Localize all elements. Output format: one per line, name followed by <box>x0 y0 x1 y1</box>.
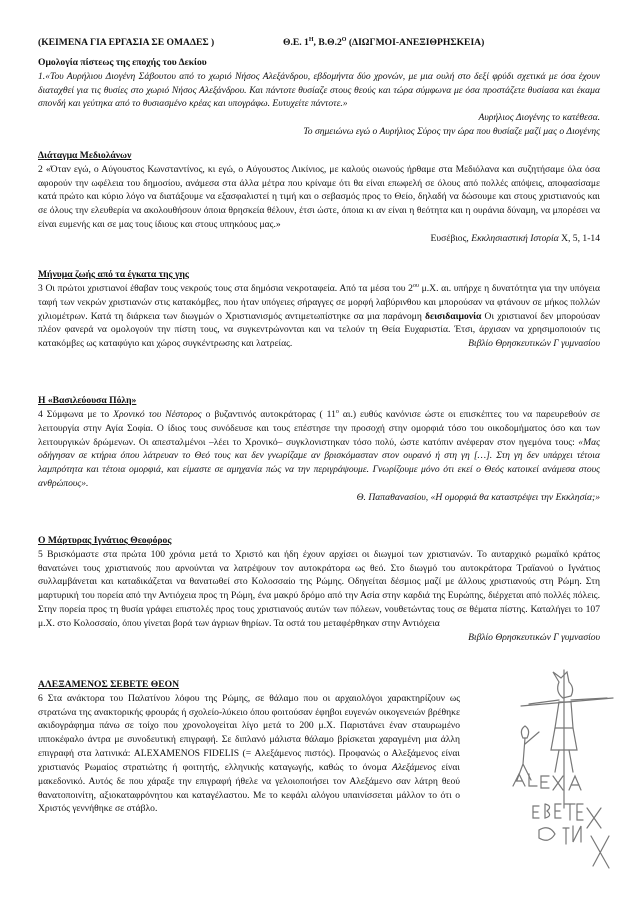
letter-e3 <box>555 804 561 818</box>
letter-x <box>553 776 563 790</box>
section-6 <box>38 678 460 816</box>
header-right-sup: Η <box>308 37 314 43</box>
section-4-body-c: αι.) ευθύς κανόνισε ώστε οι επισκέπτες του να παρευρεθούν σε λειτουργία στην Αγία Σοφία. Ο ίδιος τους συνόδευσε και τους επέστησε την προσοχή στην ομορφιά τόσο του οικοδομήματος όσο και των λειτουργικών δρώμενων. Οι απεσταλμένοι –λέει το Χρονικό– συγκλονιστηκαν τόσο πολύ, ώστε κατόπιν ανέφεραν στον ηγεμόνα τους: <box>38 409 600 448</box>
section-6-title: ΑΛΕΞΑΜΕΝΟΣ ΣΕΒΕΤΕ ΘΕΟΝ <box>38 679 180 690</box>
section-1-title: Ομολογία πίστεως της εποχής του Δεκίου <box>38 57 207 68</box>
section-4-source-author: Θ. Παπαθανασίου, <box>356 491 431 503</box>
header-left: (ΚΕΙΜΕΝΑ ΓΙΑ ΕΡΓΑΣΙΑ ΣΕ ΟΜΑΔΕΣ ) <box>38 37 215 48</box>
letter-l <box>529 774 537 786</box>
section-2-body: 2 «Όταν εγώ, ο Αύγουστος Κωνσταντίνος, κι εγώ, ο Αύγουστος Λικίνιος, με καλούς οιωνούς ήρθαμε στα Μεδιόλανα και συζητήσαμε όλα όσα αφορούν την ωφέλεια του δημοσίου, ανάμεσα στα άλλα μέτρα που κρίναμε ότι θα είναι επωφελή σε όλους από πολλές απόψεις, αποφασίσαμε κατά πρώτο και κύριο λόγο να διατάξουμε να εξασφαλιστεί η τιμή και ο σεβασμός προς το Θείο, δηλαδή να δώσουμε και στους χριστιανούς και σε όλους την ελευθερία να ακολουθήσουν όποια θρησκεία θέλουν, έτσι ώστε, όποια κι αν είναι η θεότητα και η ουράνια δύναμη, να μπορέσει να είναι ευμενής και σε μας τους ίδιους και στους υπηκόους μας.» <box>38 163 600 231</box>
section-5 <box>38 534 600 645</box>
scratch-x2 <box>591 836 609 868</box>
section-6-body <box>38 692 460 816</box>
letter-e2 <box>533 806 539 818</box>
section-4 <box>38 394 600 505</box>
alexamenos-graffito-image <box>509 668 619 873</box>
arms <box>529 698 607 704</box>
scratch-x <box>587 808 601 828</box>
worshipper-body <box>517 732 539 780</box>
section-6-body-a: 6 Στα ανάκτορα του Παλατίνου λόφου της Ρώμης, σε θάλαμο που οι αρχαιολόγοι χαρακτηρίζουν ως στρατώνα της ανακτορικής φρουράς ή σχολείο-λύκειο όπου φοιτούσαν έφηβοι ευγενών οικογενειών βρέθηκε ακιδογράφημα πάνω σε τοίχο που χρονολογείται λίγο μετά το 200 μ.Χ. Παριστάνει έναν σταυρωμένο ιπποκέφαλο άντρα με συνοδευτική επιγραφή. Σε διπλανό μάλιστα θάλαμο βρίσκεται χαραγμένη μια άλλη επιγραφή στα λατινικά: ALEXAMENOS FIDELIS (= Αλεξάμενος πιστός). Προφανώς ο Αλεξάμενος είναι χριστιανός Ρωμαίος στρατιώτης ή φοιτητής, ελληνικής καταγωγής, καθώς το όνομα <box>38 692 460 773</box>
section-3-title: Μήνυμα ζωής από τα έγκατα της γης <box>38 269 189 280</box>
header-right-rest: , Β.Θ.2 <box>313 37 342 49</box>
section-4-title: Η «Βασιλεύουσα Πόλη» <box>38 395 137 406</box>
section-2-source-work: Εκκλησιαστική Ιστορία <box>471 232 559 244</box>
section-2-source-author: Ευσέβιος, <box>430 232 472 244</box>
horse-head <box>553 672 573 698</box>
letter-b <box>545 804 550 818</box>
section-3-body-bold: δεισιδαιμονία <box>425 310 482 322</box>
header-right-sup2: Ο <box>341 37 347 43</box>
section-3-body-sup: ου <box>412 282 419 289</box>
section-4-source-title: «Η ομορφιά θα καταστρέψει την Εκκλησία;» <box>430 491 600 503</box>
section-1-signature-1: Αυρήλιος Διογένης το κατέθεσα. <box>478 112 600 124</box>
header-right-end: (ΔΙΩΓΜΟΙ-ΑΝΕΞΙΘΡΗΣΚΕΙΑ) <box>346 37 485 49</box>
header-right-text: Θ.Ε. 1 <box>283 37 309 49</box>
section-4-source <box>38 491 600 505</box>
letter-e <box>541 776 549 788</box>
section-1 <box>38 56 600 139</box>
section-3-body-b: μ.Χ. αι. υπήρχε η δυνατότητα για την υπόγεια ταφή των νεκρών χριστιανών στις κατακόμβες, που ήταν υπόγειες σήραγγες σε μορφή λαβύρινθου και μπορούσαν να φτάνουν σε μήκος πολλών χιλιομέτρων. Κατά τη διάρκεια των διωγμών ο Χριστιανισμός αντιμετωπίστηκε σα μια παράνομη <box>38 283 600 322</box>
section-4-body-b: ο βυζαντινός αυτοκράτορας ( 11 <box>201 409 336 420</box>
section-4-body-quote: «Μας οδήγησαν σε κτήρια όπου λάτρευαν το Θεό τους και δεν γνωρίζαμε αν βρισκόμασταν στον ουρανό ή στη γη […]. Στη γη δεν υπάρχει τέτοια λαμπρότητα και τέτοια ομορφιά, και είμαστε σε αμηχανία πώς να την περιγράψουμε. Γνωρίζουμε μόνο ότι εκεί ο Θεός κατοικεί ανάμεσα στους ανθρώπους». <box>38 436 600 490</box>
section-5-source: Βιβλίο Θρησκευτικών Γ γυμνασίου <box>468 631 600 643</box>
section-1-body: 1.«Του Αυρήλιου Διογένη Σάβουτου από το χωριό Νήσος Αλεξάνδρου, εβδομήντα δύο χρονών, με μια ουλή στο δεξί φρύδι σχετικά με όσα έχουν διαταχθεί για τις θυσίες στο χωριό Νήσος Αλεξάνδρου. Και πάντοτε θυσίαζε στους θεούς και τώρα σύμφωνα με όσα προστάζετε θυσίασα και έκαμα σπονδή και γεύτηκα από το θυσιασμένο κρέας και υπογράφω. Ευτυχείτε πάντοτε.» <box>38 70 600 110</box>
section-3 <box>38 268 600 351</box>
section-1-signature-2: Το σημειώνω εγώ ο Αυρήλιος Σύρος την ώρα που θυσίαζε μαζί μας ο Διογένης <box>303 126 600 138</box>
letter-t <box>565 804 575 820</box>
worshipper-head <box>521 726 528 738</box>
section-2-title: Διάταγμα Μεδιολάνων <box>38 150 132 161</box>
graffito-lines <box>513 670 613 868</box>
section-4-body <box>38 408 600 491</box>
section-4-body-italic: Χρονικό του Νέστορος <box>113 409 202 420</box>
section-2 <box>38 149 600 246</box>
section-3-body-c: Οι χριστιανοί δεν μπορούσαν πλέον φανερά να ομολογούν την πίστη τους, να συγκεντρώνονται και να τελούν τη Θεία Ευχαριστία. Έτσι, άρχισαν να χρησιμοποιούν τις κατακόμβες ως καταφύγιο και χώρος συγκέντρωσης και λατρείας. <box>38 310 601 350</box>
letter-a2 <box>569 776 581 790</box>
letter-o <box>539 828 555 841</box>
section-6-body-italic: Αλεξάμενος <box>392 761 437 773</box>
section-4-body-sup: ο <box>335 408 339 415</box>
letter-n <box>563 826 581 844</box>
section-3-source: Βιβλίο Θρησκευτικών Γ γυμνασίου <box>468 338 600 350</box>
letter-e4 <box>577 804 583 820</box>
section-3-body-a: 3 Οι πρώτοι χριστιανοί έθαβαν τους νεκρούς τους στα δημόσια νεκροταφεία. Από τα μέσα του 2 <box>38 283 413 294</box>
section-6-body-b: είναι μακεδονικό. Αυτός δε που χάραξε την επιγραφή ήθελε να γελοιοποιήσει τον Αλεξάμενο σαν λάτρη θεού θανατοποινίτη, αξιοκαταφρόνητου και καταγέλαστου. Με το κεφάλι αλόγου υπαινίσσεται μάλλον το ότι ο Χριστός γεννήθηκε σε στάβλο. <box>38 761 460 815</box>
header-right <box>283 36 484 50</box>
section-2-source <box>38 232 600 246</box>
section-4-body-a: 4 Σύμφωνα με το <box>38 409 114 420</box>
section-2-source-ref: Χ, 5, 1-14 <box>558 232 600 244</box>
section-5-body: 5 Βρισκόμαστε στα πρώτα 100 χρόνια μετά το Χριστό και ήδη έχουν αρχίσει οι διωγμοί των χριστιανών. Το αυταρχικό ρωμαϊκό κράτος θανατώνει τους χριστιανούς που αρνούνται να λατρέψουν τον αυτοκράτορα ως θεό. Στο διωγμό του αυτοκράτορα Τραϊανού ο Ιγνάτιος συλλαμβάνεται και καταδικάζεται να θανατωθεί στο Κολοσσαίο της Ρώμης. Οδηγείται δέσμιος μαζί με άλλους χριστιανούς στη Ρώμη. Στη μαρτυρική του πορεία από την Αντιόχεια προς τη Ρώμη, ένα μακρύ δρόμο από την Ασία στην καρδιά της Ευρώπης, διέρχεται από πολλές πόλεις. Στην πορεία προς τη θυσία γράφει επιστολές προς τους χριστιανούς αυτών των πόλεων, νουθετώντας τους σε θέματα πίστης. Καταλήγει το 107 μ.Χ. στο Κολοσσαίο, όπου γίνεται βορά των άγριων θηρίων. Τα οστά του μεταφέρθηκαν στην Αντιόχεια <box>38 548 600 629</box>
section-5-title: Ο Μάρτυρας Ιγνάτιος Θεοφόρος <box>38 535 172 546</box>
